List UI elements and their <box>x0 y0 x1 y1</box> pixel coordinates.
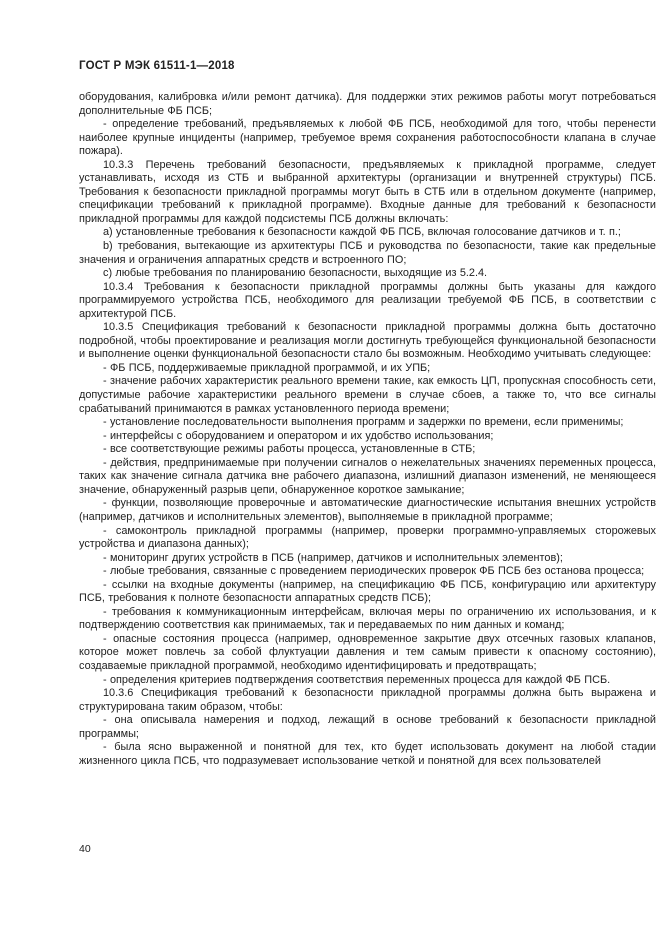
paragraph: c) любые требования по планированию безопасности, выходящие из 5.2.4. <box>103 267 488 280</box>
paragraph: - определения критериев подтверждения соответствия переменных процесса для каждой ФБ ПСБ. <box>103 673 611 686</box>
paragraph: b) требования, вытекающие из архитектуры ПСБ и руководства по безопасности, такие как предельные значения и ограничения аппаратных средств и встроенного ПО; <box>79 240 656 266</box>
paragraph: 10.3.3 Перечень требований безопасности, предъявляемых к прикладной программе, следует устанавливать, исходя из СТБ и выбранной архитектуры (организации и внутренней структуры) ПСБ. Требования к безопасности прикладной программы могут быть в СТБ или в отдельном документе (например, спецификации требований к прикладной программе). Входные данные для требований к безопасности прикладной программы для каждой подсистемы ПСБ должны включать: <box>79 158 656 225</box>
paragraph: - любые требования, связанные с проведением периодических проверок ФБ ПСБ без останова процесса; <box>103 565 645 578</box>
paragraph: - интерфейсы с оборудованием и оператором и их удобство использования; <box>103 429 494 442</box>
paragraph: - установление последовательности выполнения программ и задержки по времени, если применимы; <box>103 416 624 429</box>
paragraph: - мониторинг других устройств в ПСБ (например, датчиков и исполнительных элементов); <box>103 551 563 564</box>
paragraph: 10.3.5 Спецификация требований к безопасности прикладной программы должна быть достаточно подробной, чтобы проектирование и реализация могли достигнуть требующейся функциональной безопасности и выполнение оценки функциональной безопасности стало бы возможным. Необходимо учитывать следующее: <box>79 321 656 361</box>
paragraph: - все соответствующие режимы работы процесса, установленные в СТБ; <box>103 443 476 456</box>
paragraph: оборудования, калибровка и/или ремонт датчика). Для поддержки этих режимов работы могут потребоваться дополнительные ФБ ПСБ; <box>79 91 656 117</box>
paragraph: 10.3.4 Требования к безопасности прикладной программы должны быть указаны для каждого программируемого устройства ПСБ, необходимого для реализации требуемой ФБ ПСБ, в соответствии с архитектурой ПСБ. <box>79 280 656 320</box>
paragraph: - требования к коммуникационным интерфейсам, включая меры по ограничению их использования, и к подтверждению соответствия как принимаемых, так и передаваемых по ним данных и команд; <box>79 605 656 632</box>
paragraph: - опасные состояния процесса (например, одновременное закрытие двух отсечных газовых клапанов, которое может повлечь за собой флуктуации давления и тем самым привести к опасному состоянию), создаваемые прикладной программой, необходимо идентифицировать и предотвращать; <box>79 632 656 672</box>
page-number: 40 <box>79 843 91 855</box>
running-header: ГОСТ Р МЭК 61511-1—2018 <box>79 60 235 72</box>
paragraph: - действия, предпринимаемые при получении сигналов о нежелательных значениях переменных процесса, таких как значение сигнала датчика вне рабочего диапазона, излишний диапазон изменений, не меняющееся значение, обнаруженный разрыв цепи, обнаруженное короткое замыкание; <box>79 456 656 496</box>
paragraph: - определение требований, предъявляемых к любой ФБ ПСБ, необходимой для того, чтобы перенести наиболее крупные инциденты (например, требуемое время сохранения работоспособности клапана в случае пожара). <box>79 118 656 158</box>
document-body <box>79 91 656 768</box>
paragraph: 10.3.6 Спецификация требований к безопасности прикладной программы должна быть выражена и структурирована таким образом, чтобы: <box>79 687 656 713</box>
paragraph: а) установленные требования к безопасности каждой ФБ ПСБ, включая голосование датчиков и т. п.; <box>103 226 621 239</box>
paragraph: - значение рабочих характеристик реального времени такие, как емкость ЦП, пропускная способность сети, допустимые рабочие характеристики реального времени в случае сбоев, а также то, что все сигналы срабатываний принимаются в рамках установленного периода времени; <box>79 375 656 415</box>
paragraph: - функции, позволяющие проверочные и автоматические диагностические испытания внешних устройств (например, датчиков и исполнительных элементов), выполняемые в прикладной программе; <box>79 497 656 523</box>
paragraph: - ссылки на входные документы (например, на спецификацию ФБ ПСБ, конфигурацию или архитектуру ПСБ, требования к полноте безопасности аппаратных средств ПСБ); <box>79 578 656 605</box>
paragraph: - была ясно выраженной и понятной для тех, кто будет использовать документ на любой стадии жизненного цикла ПСБ, что подразумевает использование четкой и понятной для всех пользователей <box>79 741 656 767</box>
paragraph: - самоконтроль прикладной программы (например, проверки программно-управляемых сторожевых устройства и диапазона данных); <box>79 524 656 551</box>
paragraph: - ФБ ПСБ, поддерживаемые прикладной программой, и их УПБ; <box>103 361 431 374</box>
paragraph: - она описывала намерения и подход, лежащий в основе требований к безопасности прикладной программы; <box>79 714 656 740</box>
